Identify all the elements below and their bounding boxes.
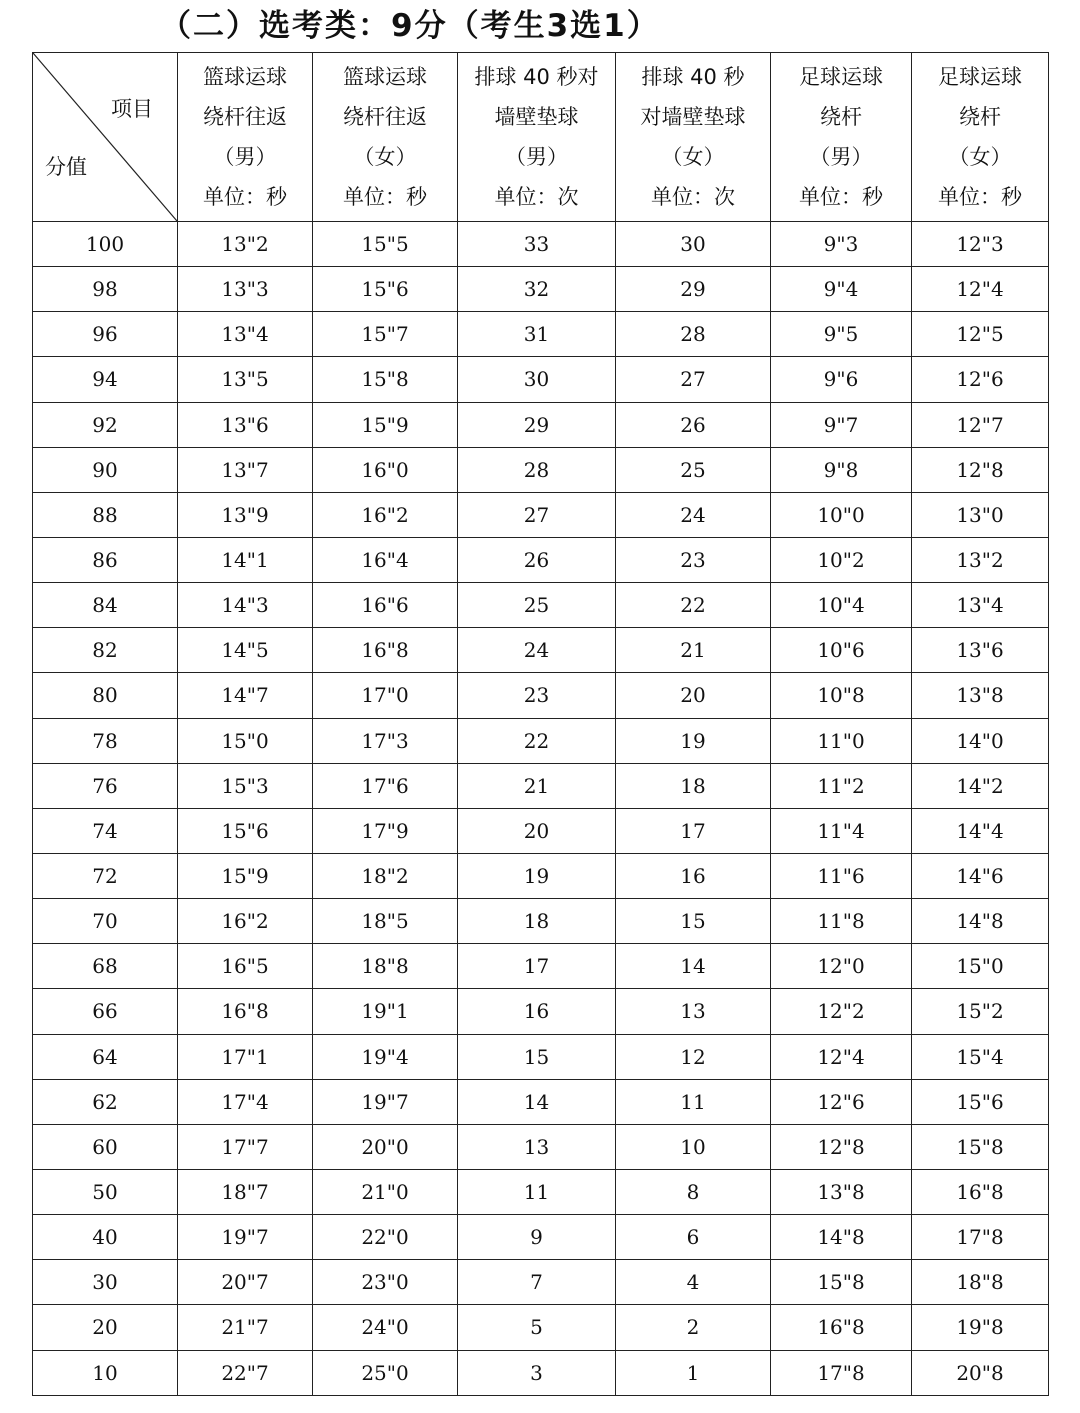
corner-score-label: 分值 [45,155,87,179]
value-cell: 19 [458,853,616,898]
value-cell: 10"6 [771,628,912,673]
score-cell: 98 [33,267,178,312]
value-cell: 26 [616,402,771,447]
header-line: （男） [809,145,873,169]
value-cell: 17"8 [912,1215,1049,1260]
score-cell: 82 [33,628,178,673]
table-row [33,447,1049,492]
value-cell: 14"8 [771,1215,912,1260]
value-cell: 15"7 [313,312,458,357]
table-row [33,357,1049,402]
value-cell: 22"7 [178,1350,313,1395]
value-cell: 9"5 [771,312,912,357]
table-row [33,1169,1049,1214]
page-title: （二）选考类：9分（考生3选1） [160,8,660,44]
score-cell: 40 [33,1215,178,1260]
score-cell: 78 [33,718,178,763]
value-cell: 4 [616,1260,771,1305]
value-cell: 19"4 [313,1034,458,1079]
header-line: 排球 40 秒 [641,65,745,89]
value-cell: 11"6 [771,853,912,898]
score-cell: 80 [33,673,178,718]
header-line: （男） [505,145,568,169]
value-cell: 14"3 [178,583,313,628]
value-cell: 27 [616,357,771,402]
value-cell: 14 [616,944,771,989]
value-cell: 15 [458,1034,616,1079]
value-cell: 29 [616,267,771,312]
value-cell: 22 [458,718,616,763]
value-cell: 17"3 [313,718,458,763]
value-cell: 14"5 [178,628,313,673]
value-cell: 25 [458,583,616,628]
header-line: 墙壁垫球 [494,105,579,129]
value-cell: 2 [616,1305,771,1350]
value-cell: 17 [616,808,771,853]
value-cell: 17"9 [313,808,458,853]
score-cell: 10 [33,1350,178,1395]
value-cell: 6 [616,1215,771,1260]
value-cell: 14"2 [912,763,1049,808]
score-cell: 30 [33,1260,178,1305]
column-header [313,53,458,222]
value-cell: 15"0 [178,718,313,763]
value-cell: 9 [458,1215,616,1260]
value-cell: 30 [458,357,616,402]
value-cell: 16"6 [313,583,458,628]
value-cell: 17"8 [771,1350,912,1395]
score-cell: 64 [33,1034,178,1079]
value-cell: 22"0 [313,1215,458,1260]
score-cell: 20 [33,1305,178,1350]
value-cell: 26 [458,537,616,582]
value-cell: 10"0 [771,492,912,537]
table-row [33,402,1049,447]
score-cell: 60 [33,1124,178,1169]
table-row [33,718,1049,763]
value-cell: 15"3 [178,763,313,808]
value-cell: 15"8 [313,357,458,402]
value-cell: 18"8 [912,1260,1049,1305]
value-cell: 18 [616,763,771,808]
table-row [33,492,1049,537]
score-cell: 90 [33,447,178,492]
value-cell: 13"2 [178,222,313,267]
table-row [33,673,1049,718]
value-cell: 21"0 [313,1169,458,1214]
value-cell: 12"7 [912,402,1049,447]
header-unit: 单位：秒 [343,185,427,209]
score-table [32,52,1049,1396]
value-cell: 13"6 [178,402,313,447]
value-cell: 16"8 [178,989,313,1034]
value-cell: 11 [458,1169,616,1214]
value-cell: 20"7 [178,1260,313,1305]
value-cell: 9"3 [771,222,912,267]
score-cell: 88 [33,492,178,537]
score-cell: 96 [33,312,178,357]
value-cell: 15"0 [912,944,1049,989]
value-cell: 15 [616,899,771,944]
score-cell: 72 [33,853,178,898]
score-cell: 76 [33,763,178,808]
header-line: 绕杆 [959,105,1001,129]
table-row [33,583,1049,628]
value-cell: 15"8 [912,1124,1049,1169]
value-cell: 13"0 [912,492,1049,537]
value-cell: 11 [616,1079,771,1124]
value-cell: 13"9 [178,492,313,537]
score-cell: 62 [33,1079,178,1124]
value-cell: 11"4 [771,808,912,853]
value-cell: 21 [616,628,771,673]
table-row [33,267,1049,312]
value-cell: 17"6 [313,763,458,808]
value-cell: 18"2 [313,853,458,898]
value-cell: 16 [616,853,771,898]
value-cell: 16"2 [313,492,458,537]
header-line: 对墙壁垫球 [640,105,746,129]
value-cell: 11"8 [771,899,912,944]
score-cell: 68 [33,944,178,989]
value-cell: 23 [458,673,616,718]
value-cell: 12"4 [771,1034,912,1079]
value-cell: 15"2 [912,989,1049,1034]
table-row [33,1079,1049,1124]
header-unit: 单位：次 [494,185,579,209]
value-cell: 19 [616,718,771,763]
value-cell: 9"4 [771,267,912,312]
table-row [33,899,1049,944]
value-cell: 13"4 [912,583,1049,628]
value-cell: 19"7 [178,1215,313,1260]
column-header [912,53,1049,222]
value-cell: 12"5 [912,312,1049,357]
value-cell: 14"6 [912,853,1049,898]
value-cell: 16"5 [178,944,313,989]
value-cell: 20 [458,808,616,853]
value-cell: 12"2 [771,989,912,1034]
value-cell: 16"2 [178,899,313,944]
value-cell: 22 [616,583,771,628]
header-row [33,53,1049,222]
value-cell: 12"8 [771,1124,912,1169]
header-line: 篮球运球 [343,65,427,89]
header-line: （女） [661,145,725,169]
value-cell: 15"6 [313,267,458,312]
score-cell: 84 [33,583,178,628]
value-cell: 15"9 [313,402,458,447]
value-cell: 17"7 [178,1124,313,1169]
score-cell: 94 [33,357,178,402]
value-cell: 14"7 [178,673,313,718]
table-row [33,628,1049,673]
value-cell: 13"8 [771,1169,912,1214]
table-row [33,853,1049,898]
table-row [33,1034,1049,1079]
value-cell: 16"8 [912,1169,1049,1214]
value-cell: 9"6 [771,357,912,402]
corner-item-label: 项目 [111,97,153,121]
value-cell: 15"8 [771,1260,912,1305]
header-line: 足球运球 [938,65,1022,89]
table-row [33,1305,1049,1350]
value-cell: 13"7 [178,447,313,492]
value-cell: 12"0 [771,944,912,989]
value-cell: 12"6 [771,1079,912,1124]
value-cell: 17"4 [178,1079,313,1124]
table-row [33,537,1049,582]
value-cell: 9"8 [771,447,912,492]
value-cell: 9"7 [771,402,912,447]
value-cell: 21"7 [178,1305,313,1350]
score-cell: 70 [33,899,178,944]
value-cell: 16"4 [313,537,458,582]
value-cell: 10"4 [771,583,912,628]
value-cell: 32 [458,267,616,312]
value-cell: 17 [458,944,616,989]
value-cell: 13"8 [912,673,1049,718]
value-cell: 15"6 [912,1079,1049,1124]
value-cell: 15"4 [912,1034,1049,1079]
value-cell: 28 [458,447,616,492]
value-cell: 16"8 [313,628,458,673]
score-cell: 66 [33,989,178,1034]
value-cell: 19"8 [912,1305,1049,1350]
value-cell: 13 [616,989,771,1034]
value-cell: 28 [616,312,771,357]
column-header [178,53,313,222]
value-cell: 14"8 [912,899,1049,944]
value-cell: 15"5 [313,222,458,267]
value-cell: 24 [458,628,616,673]
value-cell: 12"8 [912,447,1049,492]
value-cell: 18"7 [178,1169,313,1214]
value-cell: 14"4 [912,808,1049,853]
value-cell: 17"0 [313,673,458,718]
header-unit: 单位：次 [651,185,735,209]
score-cell: 100 [33,222,178,267]
table-row [33,989,1049,1034]
value-cell: 17"1 [178,1034,313,1079]
header-unit: 单位：秒 [203,185,287,209]
value-cell: 16 [458,989,616,1034]
table-row [33,763,1049,808]
value-cell: 14 [458,1079,616,1124]
value-cell: 5 [458,1305,616,1350]
value-cell: 11"0 [771,718,912,763]
value-cell: 10"2 [771,537,912,582]
table-row [33,222,1049,267]
value-cell: 1 [616,1350,771,1395]
header-line: （女） [353,145,417,169]
value-cell: 30 [616,222,771,267]
header-line: 绕杆 [820,105,862,129]
value-cell: 24 [616,492,771,537]
score-cell: 74 [33,808,178,853]
header-line: （女） [948,145,1012,169]
value-cell: 13"2 [912,537,1049,582]
value-cell: 13"4 [178,312,313,357]
column-header [616,53,771,222]
value-cell: 7 [458,1260,616,1305]
header-line: 绕杆往返 [343,105,427,129]
value-cell: 12"4 [912,267,1049,312]
value-cell: 13"3 [178,267,313,312]
table-row [33,312,1049,357]
value-cell: 18"8 [313,944,458,989]
value-cell: 11"2 [771,763,912,808]
value-cell: 8 [616,1169,771,1214]
value-cell: 10 [616,1124,771,1169]
table-row [33,1215,1049,1260]
value-cell: 14"1 [178,537,313,582]
value-cell: 21 [458,763,616,808]
value-cell: 25"0 [313,1350,458,1395]
table-body [33,222,1049,1396]
header-unit: 单位：秒 [799,185,883,209]
score-cell: 50 [33,1169,178,1214]
value-cell: 23 [616,537,771,582]
value-cell: 20"0 [313,1124,458,1169]
score-cell: 92 [33,402,178,447]
value-cell: 15"6 [178,808,313,853]
value-cell: 18"5 [313,899,458,944]
value-cell: 12"3 [912,222,1049,267]
score-cell: 86 [33,537,178,582]
column-header [771,53,912,222]
value-cell: 19"7 [313,1079,458,1124]
value-cell: 15"9 [178,853,313,898]
value-cell: 23"0 [313,1260,458,1305]
value-cell: 12 [616,1034,771,1079]
value-cell: 13"5 [178,357,313,402]
table-row [33,944,1049,989]
value-cell: 20 [616,673,771,718]
value-cell: 13"6 [912,628,1049,673]
value-cell: 12"6 [912,357,1049,402]
corner-header-cell [33,53,178,222]
header-line: 绕杆往返 [203,105,287,129]
value-cell: 20"8 [912,1350,1049,1395]
table-row [33,808,1049,853]
value-cell: 16"0 [313,447,458,492]
value-cell: 19"1 [313,989,458,1034]
header-unit: 单位：秒 [938,185,1022,209]
value-cell: 31 [458,312,616,357]
header-line: 足球运球 [799,65,883,89]
header-line: 排球 40 秒对 [474,65,599,89]
value-cell: 27 [458,492,616,537]
value-cell: 14"0 [912,718,1049,763]
value-cell: 33 [458,222,616,267]
table-row [33,1260,1049,1305]
value-cell: 25 [616,447,771,492]
header-line: （男） [213,145,277,169]
table-row [33,1124,1049,1169]
value-cell: 13 [458,1124,616,1169]
table-row [33,1350,1049,1395]
value-cell: 29 [458,402,616,447]
value-cell: 24"0 [313,1305,458,1350]
value-cell: 18 [458,899,616,944]
diagonal-divider [33,53,177,221]
value-cell: 16"8 [771,1305,912,1350]
header-line: 篮球运球 [203,65,287,89]
value-cell: 10"8 [771,673,912,718]
column-header [458,53,616,222]
value-cell: 3 [458,1350,616,1395]
